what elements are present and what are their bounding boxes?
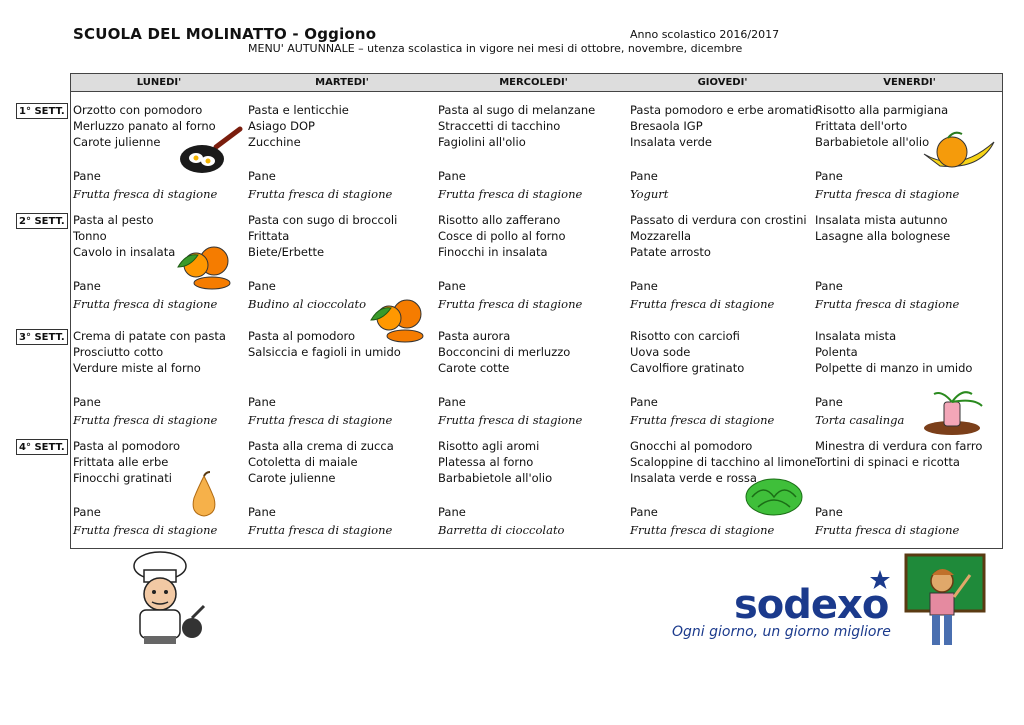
pear-icon	[186, 470, 222, 518]
menu-bread: Pane	[73, 395, 101, 409]
menu-dish: Frittata dell'orto	[815, 119, 908, 133]
school-year: Anno scolastico 2016/2017	[630, 28, 780, 41]
menu-dish: Insalata verde e rossa	[630, 471, 757, 485]
sodexo-tagline: Ogni giorno, un giorno migliore	[672, 624, 891, 640]
table-header	[71, 74, 1002, 92]
day-header-friday: VENERDI'	[883, 77, 936, 88]
menu-dessert: Yogurt	[630, 187, 669, 201]
menu-bread: Pane	[438, 395, 466, 409]
menu-bread: Pane	[73, 505, 101, 519]
menu-dish: Mozzarella	[630, 229, 692, 243]
menu-bread: Pane	[248, 505, 276, 519]
week-label: 2° SETT.	[16, 213, 68, 229]
menu-dish: Gnocchi al pomodoro	[630, 439, 753, 453]
menu-dish: Insalata mista	[815, 329, 897, 343]
menu-bread: Pane	[438, 279, 466, 293]
menu-dish: Salsiccia e fagioli in umido	[248, 345, 401, 359]
menu-bread: Pane	[815, 279, 843, 293]
menu-dessert: Frutta fresca di stagione	[630, 297, 775, 311]
menu-dish: Straccetti di tacchino	[438, 119, 561, 133]
menu-dish: Polpette di manzo in umido	[815, 361, 973, 375]
menu-dish: Pasta pomodoro e erbe aromatic	[630, 103, 819, 117]
menu-bread: Pane	[630, 505, 658, 519]
menu-dish: Cavolo in insalata	[73, 245, 176, 259]
menu-bread: Pane	[73, 169, 101, 183]
menu-dish: Cotoletta di maiale	[248, 455, 358, 469]
menu-dish: Cavolfiore gratinato	[630, 361, 745, 375]
menu-bread: Pane	[630, 395, 658, 409]
menu-dish: Pasta al pomodoro	[73, 439, 180, 453]
menu-dessert: Frutta fresca di stagione	[248, 187, 393, 201]
menu-dish: Orzotto con pomodoro	[73, 103, 203, 117]
menu-dish: Barbabietole all'olio	[815, 135, 930, 149]
menu-dish: Scaloppine di tacchino al limone	[630, 455, 817, 469]
menu-dessert: Frutta fresca di stagione	[815, 187, 960, 201]
week-label: 1° SETT.	[16, 103, 68, 119]
menu-dish: Pasta al sugo di melanzane	[438, 103, 596, 117]
menu-dish: Tortini di spinaci e ricotta	[815, 455, 960, 469]
orange-slices-icon	[172, 245, 234, 291]
menu-dish: Carote julienne	[73, 135, 161, 149]
menu-dish: Insalata mista autunno	[815, 213, 948, 227]
sodexo-logo: sodexo	[734, 582, 889, 628]
day-header-monday: LUNEDI'	[136, 77, 182, 88]
menu-bread: Pane	[438, 169, 466, 183]
menu-dish: Frittata	[248, 229, 290, 243]
menu-dish: Finocchi gratinati	[73, 471, 172, 485]
menu-dish: Pasta e lenticchie	[248, 103, 349, 117]
plant-pot-icon	[922, 388, 986, 436]
chef-illustration	[108, 548, 212, 648]
week-label: 3° SETT.	[16, 329, 68, 345]
menu-bread: Pane	[815, 505, 843, 519]
menu-dessert: Torta casalinga	[815, 413, 905, 427]
menu-dish: Barbabietole all'olio	[438, 471, 553, 485]
menu-dish: Risotto con carciofi	[630, 329, 740, 343]
menu-dish: Insalata verde	[630, 135, 712, 149]
menu-dish: Risotto agli aromi	[438, 439, 540, 453]
banana-orange-icon	[920, 130, 996, 176]
menu-dish: Biete/Erbette	[248, 245, 325, 259]
menu-bread: Pane	[438, 505, 466, 519]
menu-subtitle: MENU' AUTUNNALE – utenza scolastica in vigore nei mesi di ottobre, novembre, dicembre	[248, 42, 743, 55]
menu-dessert: Frutta fresca di stagione	[438, 187, 583, 201]
menu-dish: Minestra di verdura con farro	[815, 439, 983, 453]
day-header-wednesday: MERCOLEDI'	[499, 77, 568, 88]
menu-bread: Pane	[248, 395, 276, 409]
menu-dish: Pasta con sugo di broccoli	[248, 213, 398, 227]
menu-dessert: Budino al cioccolato	[248, 297, 366, 311]
menu-dish: Cosce di pollo al forno	[438, 229, 566, 243]
menu-dish: Pasta alla crema di zucca	[248, 439, 394, 453]
menu-dish: Merluzzo panato al forno	[73, 119, 216, 133]
menu-dessert: Frutta fresca di stagione	[630, 413, 775, 427]
day-header-thursday: GIOVEDI'	[697, 77, 748, 88]
menu-dessert: Frutta fresca di stagione	[248, 413, 393, 427]
lettuce-icon	[744, 473, 804, 517]
menu-dish: Passato di verdura con crostini	[630, 213, 807, 227]
menu-bread: Pane	[73, 279, 101, 293]
orange-slices-icon-2	[365, 298, 427, 344]
menu-dessert: Frutta fresca di stagione	[248, 523, 393, 537]
menu-bread: Pane	[248, 169, 276, 183]
menu-dessert: Frutta fresca di stagione	[630, 523, 775, 537]
menu-bread: Pane	[815, 169, 843, 183]
menu-dish: Risotto allo zafferano	[438, 213, 561, 227]
menu-dish: Frittata alle erbe	[73, 455, 169, 469]
menu-dish: Zucchine	[248, 135, 301, 149]
menu-dish: Fagiolini all'olio	[438, 135, 526, 149]
menu-dish: Carote cotte	[438, 361, 510, 375]
menu-dish: Pasta al pesto	[73, 213, 154, 227]
menu-dish: Platessa al forno	[438, 455, 534, 469]
menu-dish: Bocconcini di merluzzo	[438, 345, 571, 359]
menu-dish: Risotto alla parmigiana	[815, 103, 949, 117]
menu-bread: Pane	[248, 279, 276, 293]
menu-dish: Polenta	[815, 345, 858, 359]
menu-dessert: Barretta di cioccolato	[438, 523, 565, 537]
menu-bread: Pane	[815, 395, 843, 409]
menu-dish: Uova sode	[630, 345, 691, 359]
frying-pan-eggs-icon	[178, 125, 244, 177]
menu-dish: Prosciutto cotto	[73, 345, 164, 359]
menu-dish: Asiago DOP	[248, 119, 315, 133]
menu-dessert: Frutta fresca di stagione	[438, 413, 583, 427]
menu-dish: Carote julienne	[248, 471, 336, 485]
week-label: 4° SETT.	[16, 439, 68, 455]
day-header-tuesday: MARTEDI'	[315, 77, 369, 88]
menu-dish: Bresaola IGP	[630, 119, 703, 133]
menu-dish: Tonno	[73, 229, 107, 243]
menu-bread: Pane	[630, 169, 658, 183]
menu-dish: Lasagne alla bolognese	[815, 229, 951, 243]
menu-dish: Pasta al pomodoro	[248, 329, 355, 343]
menu-dessert: Frutta fresca di stagione	[815, 297, 960, 311]
menu-dish: Patate arrosto	[630, 245, 711, 259]
page-title: SCUOLA DEL MOLINATTO - Oggiono	[73, 25, 377, 43]
menu-dish: Crema di patate con pasta	[73, 329, 226, 343]
teacher-blackboard-illustration	[896, 553, 988, 651]
menu-dish: Pasta aurora	[438, 329, 511, 343]
menu-dessert: Frutta fresca di stagione	[73, 297, 218, 311]
menu-dessert: Frutta fresca di stagione	[73, 413, 218, 427]
menu-dessert: Frutta fresca di stagione	[815, 523, 960, 537]
menu-dish: Finocchi in insalata	[438, 245, 548, 259]
menu-dessert: Frutta fresca di stagione	[73, 523, 218, 537]
menu-dish: Verdure miste al forno	[73, 361, 201, 375]
menu-bread: Pane	[630, 279, 658, 293]
menu-dessert: Frutta fresca di stagione	[438, 297, 583, 311]
menu-dessert: Frutta fresca di stagione	[73, 187, 218, 201]
